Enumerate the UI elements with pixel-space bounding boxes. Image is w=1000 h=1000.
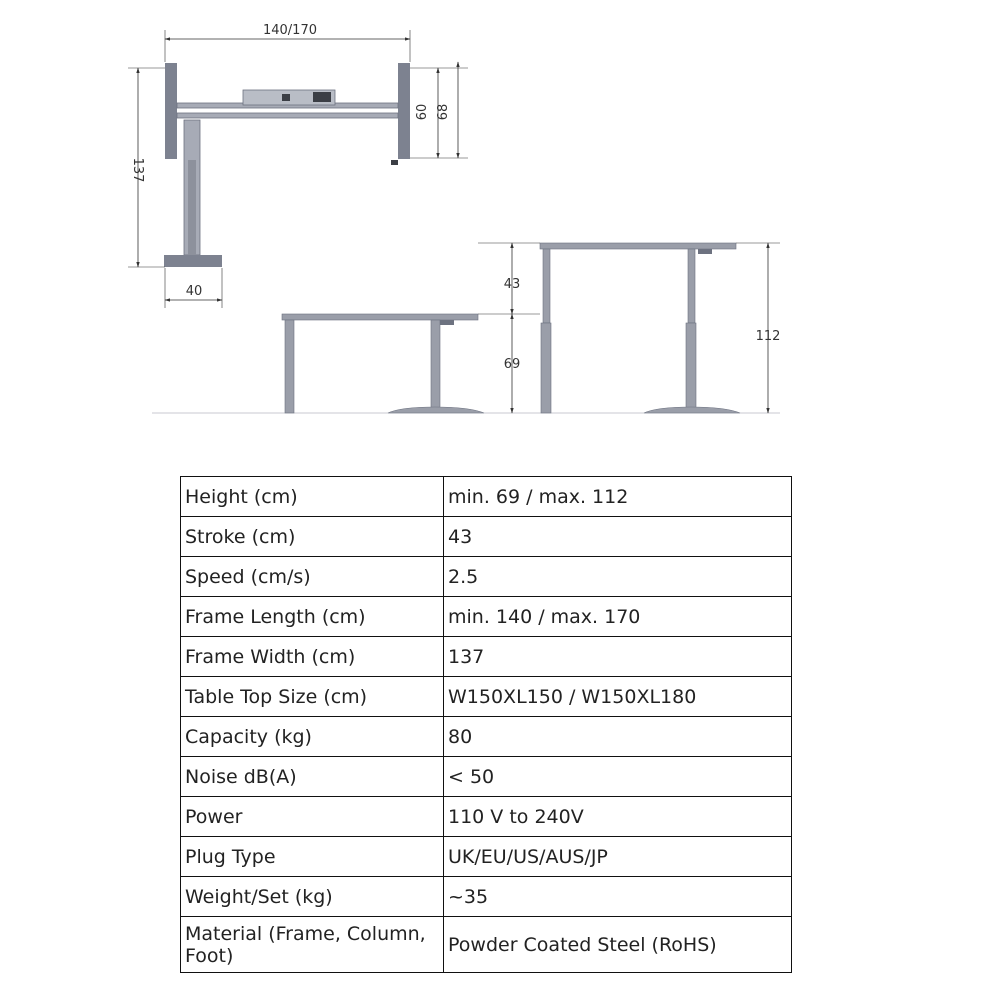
right-foot-plate bbox=[398, 63, 410, 159]
spec-value: 137 bbox=[444, 637, 792, 677]
leg-high-left-lower bbox=[541, 323, 551, 413]
leg-low-left bbox=[285, 320, 294, 413]
spec-label: Table Top Size (cm) bbox=[181, 677, 444, 717]
foot-low bbox=[388, 407, 484, 413]
foot-high bbox=[644, 407, 740, 413]
left-foot-plate bbox=[165, 63, 177, 159]
leg-high-right-upper bbox=[688, 249, 695, 323]
spec-value: min. 69 / max. 112 bbox=[444, 477, 792, 517]
spec-value: UK/EU/US/AUS/JP bbox=[444, 837, 792, 877]
side-view-low bbox=[282, 314, 484, 413]
stroke-label: 43 bbox=[503, 277, 521, 292]
spec-label: Power bbox=[181, 797, 444, 837]
frame-width-label: 137 bbox=[130, 157, 145, 183]
crossbeam-bottom bbox=[177, 113, 398, 118]
spec-label: Material (Frame, Column, Foot) bbox=[181, 917, 444, 973]
spec-label: Speed (cm/s) bbox=[181, 557, 444, 597]
table-row bbox=[181, 877, 792, 917]
spec-label: Frame Length (cm) bbox=[181, 597, 444, 637]
leg-low-right bbox=[431, 320, 440, 408]
bottom-foot-plate bbox=[164, 255, 222, 267]
desktop-low bbox=[282, 314, 478, 320]
table-row bbox=[181, 517, 792, 557]
spec-value: Powder Coated Steel (RoHS) bbox=[444, 917, 792, 973]
spec-label: Weight/Set (kg) bbox=[181, 877, 444, 917]
frame-length-label: 140/170 bbox=[262, 23, 318, 38]
spec-value: 43 bbox=[444, 517, 792, 557]
min-height-label: 69 bbox=[503, 357, 521, 372]
spec-label: Capacity (kg) bbox=[181, 717, 444, 757]
spec-label: Plug Type bbox=[181, 837, 444, 877]
beam-height-a-label: 60 bbox=[415, 103, 430, 121]
leg-high-left-upper bbox=[543, 249, 550, 323]
spec-table bbox=[180, 476, 792, 973]
spec-value: W150XL150 / W150XL180 bbox=[444, 677, 792, 717]
table-row bbox=[181, 637, 792, 677]
spec-value: min. 140 / max. 170 bbox=[444, 597, 792, 637]
table-row bbox=[181, 597, 792, 637]
table-row bbox=[181, 917, 792, 973]
desktop-high bbox=[540, 243, 736, 249]
spec-value: < 50 bbox=[444, 757, 792, 797]
table-row bbox=[181, 477, 792, 517]
spec-value: 110 V to 240V bbox=[444, 797, 792, 837]
spec-label: Frame Width (cm) bbox=[181, 637, 444, 677]
spec-label: Noise dB(A) bbox=[181, 757, 444, 797]
table-row bbox=[181, 797, 792, 837]
leg-high-right-lower bbox=[686, 323, 696, 408]
table-row bbox=[181, 717, 792, 757]
control-box-connector bbox=[282, 94, 290, 101]
spec-value: ~35 bbox=[444, 877, 792, 917]
spec-label: Height (cm) bbox=[181, 477, 444, 517]
bracket-right bbox=[391, 160, 398, 165]
control-panel-low bbox=[440, 320, 454, 325]
side-view-high bbox=[540, 243, 740, 413]
beam-height-b-label: 68 bbox=[436, 103, 451, 121]
top-view bbox=[128, 23, 468, 308]
table-row bbox=[181, 757, 792, 797]
max-height-label: 112 bbox=[755, 329, 781, 344]
table-row bbox=[181, 557, 792, 597]
desk-frame-drawing bbox=[0, 0, 1000, 440]
table-row bbox=[181, 837, 792, 877]
spec-value: 80 bbox=[444, 717, 792, 757]
leg-column-inner bbox=[188, 160, 196, 255]
table-row bbox=[181, 677, 792, 717]
spec-value: 2.5 bbox=[444, 557, 792, 597]
control-box-connector bbox=[313, 92, 331, 102]
foot-width-label: 40 bbox=[185, 284, 203, 299]
spec-label: Stroke (cm) bbox=[181, 517, 444, 557]
control-panel-high bbox=[698, 249, 712, 254]
